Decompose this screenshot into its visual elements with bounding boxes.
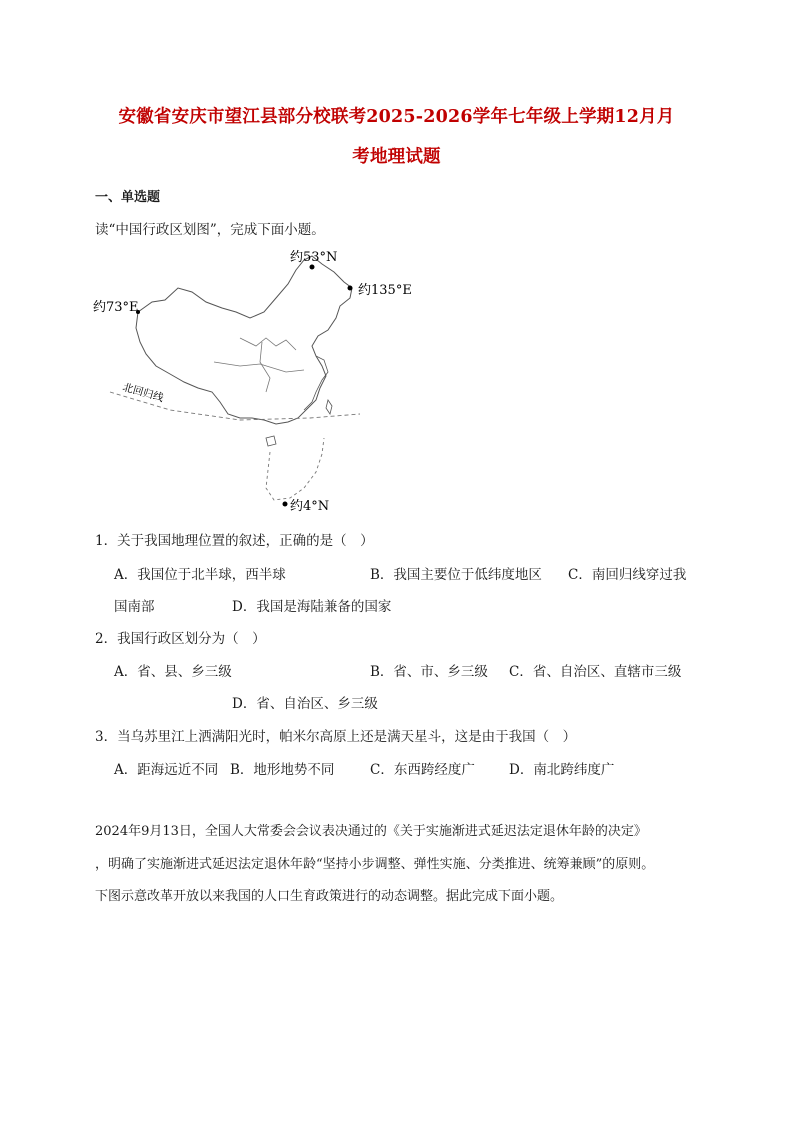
passage-line-2: ，明确了实施渐进式延迟法定退休年龄“坚持小步调整、弹性实施、分类推进、统筹兼顾”的原则。 bbox=[95, 857, 655, 872]
question-1-option-d[interactable]: D．我国是海陆兼备的国家 bbox=[232, 599, 392, 615]
coastline bbox=[304, 356, 328, 410]
label-north: 约53°N bbox=[290, 250, 338, 265]
passage-line-1: 2024年9月13日，全国人大常委会会议表决通过的《关于实施渐进式延迟法定退休年龄的决定》 bbox=[95, 824, 647, 839]
hainan-island bbox=[266, 436, 276, 446]
nine-dash-line bbox=[266, 438, 324, 500]
question-3-option-d[interactable]: D．南北跨纬度广 bbox=[509, 762, 615, 778]
label-west: 约73°E bbox=[93, 300, 139, 315]
east-point-dot bbox=[348, 286, 353, 291]
document-title-line-1: 安徽省安庆市望江县部分校联考2025-2026学年七年级上学期12月月 bbox=[118, 107, 675, 127]
question-3-stem: 3．当乌苏里江上洒满阳光时，帕米尔高原上还是满天星斗，这是由于我国（ ） bbox=[95, 729, 577, 745]
question-1-stem: 1．关于我国地理位置的叙述，正确的是（ ） bbox=[95, 533, 374, 549]
question-3-option-b[interactable]: B．地形地势不同 bbox=[230, 762, 335, 778]
question-2-option-b[interactable]: B．省、市、乡三级 bbox=[370, 664, 488, 680]
label-south: 约4°N bbox=[290, 499, 330, 514]
taiwan-island bbox=[326, 400, 332, 414]
question-1-option-c[interactable]: C．南回归线穿过我 bbox=[568, 567, 687, 583]
south-point-dot bbox=[283, 502, 288, 507]
section-heading: 一、单选题 bbox=[95, 190, 161, 205]
north-point-dot bbox=[310, 265, 315, 270]
passage-line-3: 下图示意改革开放以来我国的人口生育政策进行的动态调整。据此完成下面小题。 bbox=[95, 889, 564, 904]
question-1-option-b[interactable]: B．我国主要位于低纬度地区 bbox=[370, 567, 542, 583]
china-admin-map bbox=[90, 242, 420, 517]
question-1-option-a[interactable]: A．我国位于北半球，西半球 bbox=[114, 567, 286, 583]
intro-text: 读“中国行政区划图”，完成下面小题。 bbox=[95, 222, 325, 238]
question-1-option-c-continued: 国南部 bbox=[114, 599, 155, 615]
province-line bbox=[214, 362, 304, 372]
question-3-option-c[interactable]: C．东西跨经度广 bbox=[370, 762, 475, 778]
label-east: 约135°E bbox=[358, 283, 412, 298]
question-2-option-d[interactable]: D．省、自治区、乡三级 bbox=[232, 696, 378, 712]
question-2-option-a[interactable]: A．省、县、乡三级 bbox=[114, 664, 232, 680]
province-line bbox=[240, 338, 296, 350]
label-tropic: 北回归线 bbox=[121, 381, 165, 405]
question-3-option-a[interactable]: A．距海远近不同 bbox=[114, 762, 219, 778]
question-2-option-c[interactable]: C．省、自治区、直辖市三级 bbox=[509, 664, 682, 680]
question-2-stem: 2．我国行政区划分为（ ） bbox=[95, 631, 266, 647]
document-title-line-2: 考地理试题 bbox=[352, 147, 441, 167]
